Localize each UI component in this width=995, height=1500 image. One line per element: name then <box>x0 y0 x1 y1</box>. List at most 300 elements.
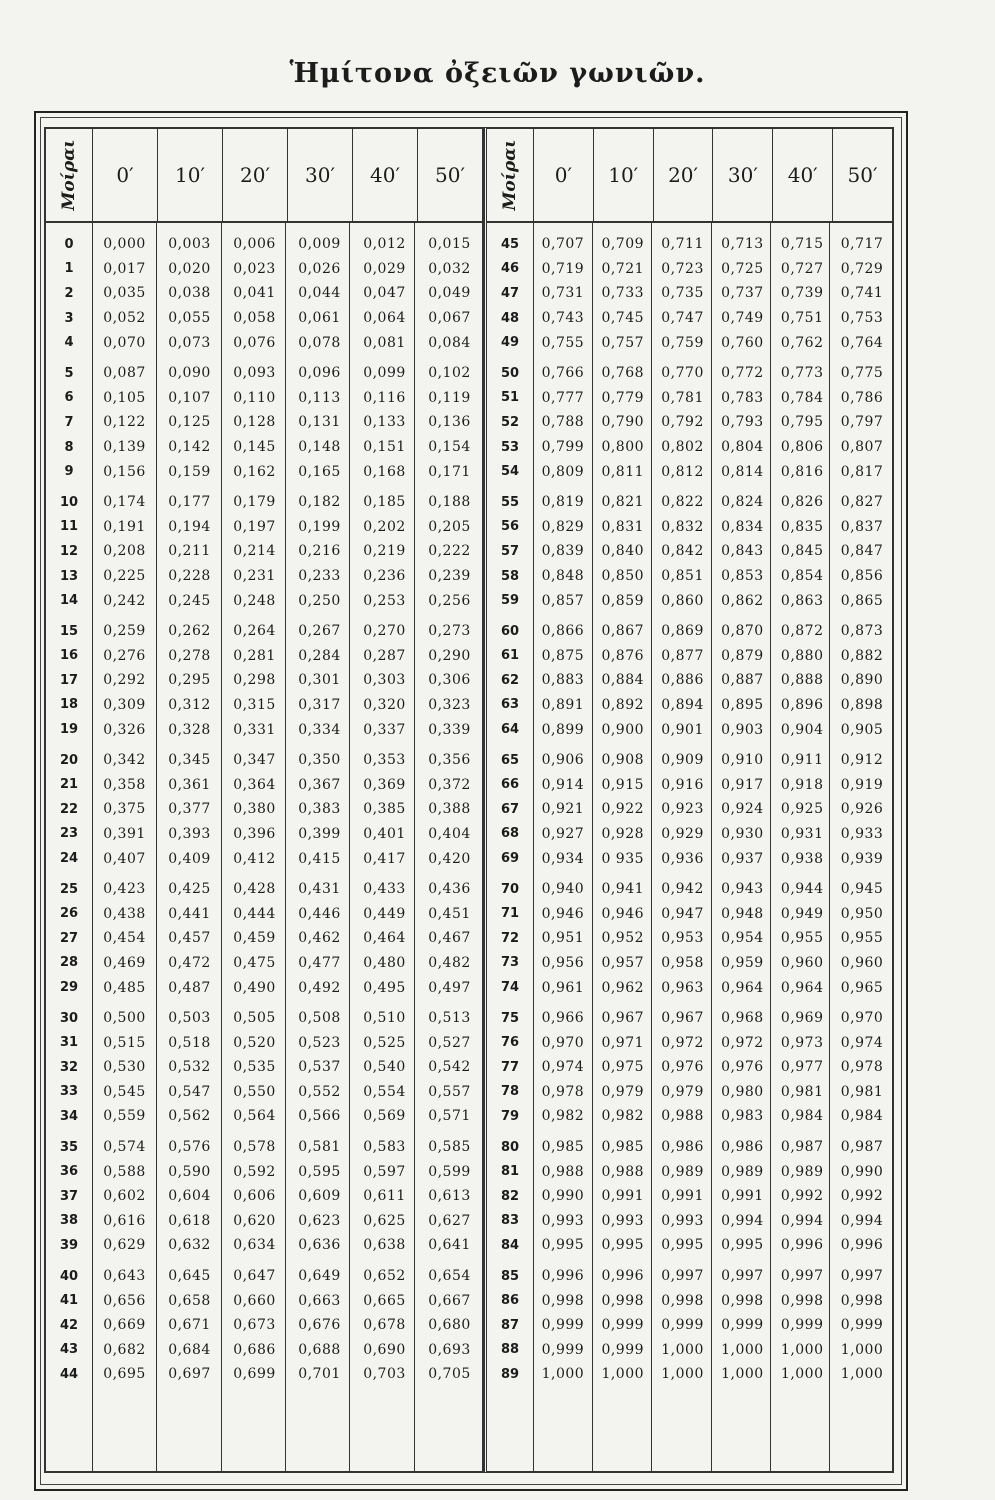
column-rule <box>92 221 93 1471</box>
sine-value-cell: 0,000 <box>103 236 146 253</box>
table-row <box>46 644 482 669</box>
sine-value-cell: 0,433 <box>363 881 406 898</box>
sine-value-cell: 0,231 <box>233 568 276 585</box>
table-row <box>487 386 892 411</box>
degree-cell: 39 <box>59 1237 79 1253</box>
degree-cell: 49 <box>500 335 520 351</box>
sine-value-cell: 0,446 <box>298 905 341 922</box>
sine-value-cell: 0,937 <box>721 850 764 867</box>
table-row <box>487 901 892 926</box>
sine-value-cell: 0,347 <box>233 752 276 769</box>
sine-value-cell: 0,903 <box>721 721 764 738</box>
table-row <box>487 1135 892 1160</box>
column-rule <box>592 221 593 1471</box>
sine-value-cell: 0,259 <box>103 623 146 640</box>
sine-value-cell: 0,012 <box>363 236 406 253</box>
table-row <box>46 1362 482 1387</box>
table-row <box>487 306 892 331</box>
sine-value-cell: 0,996 <box>601 1268 645 1285</box>
table-row <box>46 668 482 693</box>
degree-cell: 25 <box>59 881 79 897</box>
degree-cell: 89 <box>500 1366 520 1382</box>
sine-value-cell: 0,737 <box>721 285 764 302</box>
sine-value-cell: 0,993 <box>541 1212 585 1229</box>
row-group <box>46 877 482 1000</box>
sine-value-cell: 0,768 <box>601 365 645 382</box>
sine-value-cell: 0,047 <box>363 285 406 302</box>
sine-value-cell: 0,990 <box>541 1188 585 1205</box>
table-row <box>487 1030 892 1055</box>
sine-value-cell: 0,530 <box>103 1059 146 1076</box>
sine-value-cell: 0,867 <box>601 623 645 640</box>
degree-cell: 67 <box>500 801 520 817</box>
sine-value-cell: 0,055 <box>168 310 211 327</box>
sine-value-cell: 0,905 <box>840 721 884 738</box>
col-header-30: 30′ <box>713 129 773 221</box>
sine-value-cell: 0,690 <box>363 1341 406 1358</box>
sine-value-cell: 0,856 <box>840 568 884 585</box>
sine-value-cell: 0,497 <box>428 979 471 996</box>
sine-value-cell: 0,620 <box>233 1212 276 1229</box>
table-row <box>487 490 892 515</box>
sine-value-cell: 0,367 <box>298 776 341 793</box>
sine-value-cell: 0,625 <box>363 1212 406 1229</box>
degree-cell: 74 <box>500 980 520 996</box>
sine-value-cell: 0,391 <box>103 825 146 842</box>
sine-value-cell: 0,174 <box>103 494 146 511</box>
sine-value-cell: 0,306 <box>428 672 471 689</box>
sine-value-cell: 0,749 <box>721 310 764 327</box>
row-group <box>46 1006 482 1129</box>
sine-value-cell: 0,454 <box>103 930 146 947</box>
sine-value-cell: 0,896 <box>780 696 824 713</box>
degree-cell: 51 <box>500 390 520 406</box>
sine-value-cell: 0,364 <box>233 776 276 793</box>
degree-cell: 14 <box>59 593 79 609</box>
sine-value-cell: 0,981 <box>840 1083 884 1100</box>
sine-value-cell: 0,962 <box>601 979 645 996</box>
sine-value-cell: 0,550 <box>233 1083 276 1100</box>
sine-value-cell: 0,609 <box>298 1188 341 1205</box>
sine-value-cell: 0,873 <box>840 623 884 640</box>
sine-value-cell: 0,044 <box>298 285 341 302</box>
sine-value-cell: 0,084 <box>428 334 471 351</box>
sine-value-cell: 0,827 <box>840 494 884 511</box>
sine-value-cell: 0,020 <box>168 260 211 277</box>
degree-cell: 64 <box>500 722 520 738</box>
sine-value-cell: 0,884 <box>601 672 645 689</box>
sine-value-cell: 0,477 <box>298 954 341 971</box>
sine-value-cell: 0,156 <box>103 463 146 480</box>
row-group <box>487 1006 892 1129</box>
sine-value-cell: 0,993 <box>601 1212 645 1229</box>
sine-value-cell: 0,475 <box>233 954 276 971</box>
sine-value-cell: 0,423 <box>103 881 146 898</box>
degree-cell: 79 <box>500 1108 520 1124</box>
sine-value-cell: 0,487 <box>168 979 211 996</box>
sine-value-cell: 0,375 <box>103 801 146 818</box>
sine-value-cell: 0,982 <box>541 1108 585 1125</box>
sine-value-cell: 0,658 <box>168 1292 211 1309</box>
degree-cell: 5 <box>64 365 74 381</box>
sine-value-cell: 0,350 <box>298 752 341 769</box>
sine-value-cell: 0,645 <box>168 1268 211 1285</box>
column-rule <box>221 221 222 1471</box>
sine-value-cell: 0,735 <box>661 285 704 302</box>
degree-cell: 34 <box>59 1108 79 1124</box>
sine-value-cell: 0,165 <box>298 463 341 480</box>
sine-value-cell: 0,997 <box>780 1268 824 1285</box>
table-row <box>487 717 892 742</box>
sine-value-cell: 0,911 <box>780 752 824 769</box>
sine-value-cell: 0,377 <box>168 801 211 818</box>
sine-value-cell: 0,420 <box>428 850 471 867</box>
sine-value-cell: 0,998 <box>601 1292 645 1309</box>
sine-value-cell: 0,431 <box>298 881 341 898</box>
sine-value-cell: 0,627 <box>428 1212 471 1229</box>
degree-cell: 63 <box>500 697 520 713</box>
degree-cell: 41 <box>59 1293 79 1309</box>
sine-value-cell: 0,802 <box>661 439 704 456</box>
sine-value-cell: 0,819 <box>541 494 585 511</box>
degree-cell: 21 <box>59 777 79 793</box>
sine-value-cell: 0,451 <box>428 905 471 922</box>
sine-value-cell: 0,753 <box>840 310 884 327</box>
sine-value-cell: 0,515 <box>103 1034 146 1051</box>
table-row <box>46 846 482 871</box>
sine-value-cell: 0,995 <box>661 1237 704 1254</box>
sine-value-cell: 0,998 <box>780 1292 824 1309</box>
table-row <box>46 975 482 1000</box>
table-row <box>46 951 482 976</box>
col-header-30: 30′ <box>288 129 353 221</box>
sine-value-cell: 0,936 <box>661 850 704 867</box>
sine-value-cell: 0,966 <box>541 1010 585 1027</box>
sine-value-cell: 0,393 <box>168 825 211 842</box>
sine-value-cell: 0,214 <box>233 543 276 560</box>
sine-value-cell: 0,273 <box>428 623 471 640</box>
sine-value-cell: 0,383 <box>298 801 341 818</box>
sine-value-cell: 0,916 <box>661 776 704 793</box>
sine-value-cell: 0,999 <box>601 1317 645 1334</box>
column-rule <box>533 221 534 1471</box>
sine-value-cell: 0,880 <box>780 647 824 664</box>
sine-value-cell: 0,854 <box>780 568 824 585</box>
col-header-40: 40′ <box>353 129 418 221</box>
right-table <box>484 127 894 1473</box>
sine-value-cell: 0,267 <box>298 623 341 640</box>
sine-value-cell: 0,883 <box>541 672 585 689</box>
sine-value-cell: 0,979 <box>601 1083 645 1100</box>
row-group <box>487 1135 892 1258</box>
column-rule <box>414 221 415 1471</box>
sine-value-cell: 0,035 <box>103 285 146 302</box>
sine-value-cell: 0,182 <box>298 494 341 511</box>
sine-value-cell: 0,970 <box>840 1010 884 1027</box>
sine-value-cell: 0,866 <box>541 623 585 640</box>
sine-value-cell: 0,052 <box>103 310 146 327</box>
sine-value-cell: 0,848 <box>541 568 585 585</box>
sine-value-cell: 0,618 <box>168 1212 211 1229</box>
degree-cell: 26 <box>59 906 79 922</box>
table-row <box>487 1080 892 1105</box>
sine-value-cell: 0,588 <box>103 1163 146 1180</box>
sine-value-cell: 0,795 <box>780 414 824 431</box>
sine-value-cell: 0,113 <box>298 389 341 406</box>
degree-cell: 17 <box>59 672 79 688</box>
sine-value-cell: 0,845 <box>780 543 824 560</box>
sine-value-cell: 0,168 <box>363 463 406 480</box>
sine-value-cell: 0,862 <box>721 592 764 609</box>
sine-value-cell: 0,417 <box>363 850 406 867</box>
row-group <box>46 490 482 613</box>
sine-value-cell: 0,412 <box>233 850 276 867</box>
sine-value-cell: 0,786 <box>840 389 884 406</box>
sine-value-cell: 0,699 <box>233 1366 276 1383</box>
col-header-40: 40′ <box>773 129 833 221</box>
degree-cell: 78 <box>500 1084 520 1100</box>
sine-value-cell: 0,326 <box>103 721 146 738</box>
row-group <box>487 877 892 1000</box>
sine-value-cell: 0,914 <box>541 776 585 793</box>
sine-value-cell: 0,523 <box>298 1034 341 1051</box>
sine-value-cell: 0,834 <box>721 518 764 535</box>
table-row <box>487 1209 892 1234</box>
sine-value-cell: 0,927 <box>541 825 585 842</box>
sine-value-cell: 0,998 <box>721 1292 764 1309</box>
sine-value-cell: 0,921 <box>541 801 585 818</box>
sine-value-cell: 0,812 <box>661 463 704 480</box>
column-rule <box>349 221 350 1471</box>
table-row <box>487 975 892 1000</box>
sine-value-cell: 0,711 <box>661 236 704 253</box>
sine-value-cell: 0,997 <box>721 1268 764 1285</box>
col-header-10: 10′ <box>594 129 654 221</box>
sine-value-cell: 0,807 <box>840 439 884 456</box>
table-row <box>46 435 482 460</box>
degree-cell: 53 <box>500 439 520 455</box>
table-row <box>487 1159 892 1184</box>
degree-cell: 1 <box>64 261 74 277</box>
degree-cell: 77 <box>500 1059 520 1075</box>
sine-value-cell: 0,510 <box>363 1010 406 1027</box>
sine-value-cell: 0,811 <box>601 463 645 480</box>
sine-value-cell: 0,107 <box>168 389 211 406</box>
table-row <box>46 1264 482 1289</box>
table-row <box>46 459 482 484</box>
sine-value-cell: 0,569 <box>363 1108 406 1125</box>
sine-value-cell: 0,971 <box>601 1034 645 1051</box>
sine-value-cell: 0,015 <box>428 236 471 253</box>
sine-value-cell: 0,358 <box>103 776 146 793</box>
degree-cell: 70 <box>500 881 520 897</box>
sine-value-cell: 0,301 <box>298 672 341 689</box>
sine-value-cell: 0,199 <box>298 518 341 535</box>
sine-value-cell: 0,574 <box>103 1139 146 1156</box>
sine-value-cell: 0,058 <box>233 310 276 327</box>
degree-cell: 61 <box>500 648 520 664</box>
degree-cell: 58 <box>500 568 520 584</box>
table-row <box>46 1313 482 1338</box>
table-row <box>46 306 482 331</box>
sine-value-cell: 0,216 <box>298 543 341 560</box>
sine-value-cell: 0,490 <box>233 979 276 996</box>
sine-value-cell: 0,943 <box>721 881 764 898</box>
sine-value-cell: 0,964 <box>721 979 764 996</box>
sine-value-cell: 0,652 <box>363 1268 406 1285</box>
sine-value-cell: 0,236 <box>363 568 406 585</box>
sine-value-cell: 0,954 <box>721 930 764 947</box>
left-table <box>44 127 484 1473</box>
sine-value-cell: 0,611 <box>363 1188 406 1205</box>
degree-cell: 46 <box>500 261 520 277</box>
sine-value-cell: 0,356 <box>428 752 471 769</box>
sine-value-cell: 0,876 <box>601 647 645 664</box>
sine-value-cell: 0,826 <box>780 494 824 511</box>
sine-value-cell: 0,960 <box>840 954 884 971</box>
sine-value-cell: 0,709 <box>601 236 645 253</box>
sine-value-cell: 0,790 <box>601 414 645 431</box>
sine-value-cell: 0,879 <box>721 647 764 664</box>
sine-value-cell: 0,099 <box>363 365 406 382</box>
sine-value-cell: 0,713 <box>721 236 764 253</box>
sine-value-cell: 0,038 <box>168 285 211 302</box>
sine-value-cell: 0,899 <box>541 721 585 738</box>
sine-value-cell: 0,436 <box>428 881 471 898</box>
sine-value-cell: 1,000 <box>661 1341 704 1358</box>
sine-value-cell: 0,908 <box>601 752 645 769</box>
table-row <box>487 1233 892 1258</box>
sine-value-cell: 0,955 <box>840 930 884 947</box>
degree-cell: 27 <box>59 930 79 946</box>
table-row <box>46 1006 482 1031</box>
sine-value-cell: 0,925 <box>780 801 824 818</box>
sine-value-cell: 0,315 <box>233 696 276 713</box>
sine-value-cell: 0,208 <box>103 543 146 560</box>
sine-value-cell: 0,965 <box>840 979 884 996</box>
sine-value-cell: 0,142 <box>168 439 211 456</box>
table-row <box>487 232 892 257</box>
sine-value-cell: 0,973 <box>780 1034 824 1051</box>
sine-value-cell: 0,562 <box>168 1108 211 1125</box>
sine-value-cell: 0,772 <box>721 365 764 382</box>
degree-cell: 4 <box>64 335 74 351</box>
degree-cell: 86 <box>500 1293 520 1309</box>
sine-value-cell: 0,096 <box>298 365 341 382</box>
sine-value-cell: 0,656 <box>103 1292 146 1309</box>
sine-value-cell: 0,853 <box>721 568 764 585</box>
sine-value-cell: 0,814 <box>721 463 764 480</box>
sine-value-cell: 0,859 <box>601 592 645 609</box>
table-row <box>487 539 892 564</box>
table-row <box>487 668 892 693</box>
col-header-0: 0′ <box>93 129 158 221</box>
sine-value-cell: 0,616 <box>103 1212 146 1229</box>
sine-value-cell: 0,976 <box>661 1059 704 1076</box>
sine-value-cell: 0,997 <box>840 1268 884 1285</box>
sine-value-cell: 0,590 <box>168 1163 211 1180</box>
table-row <box>487 459 892 484</box>
sine-value-cell: 0,385 <box>363 801 406 818</box>
sine-value-cell: 0,606 <box>233 1188 276 1205</box>
sine-value-cell: 0,482 <box>428 954 471 971</box>
sine-value-cell: 0,975 <box>601 1059 645 1076</box>
table-row <box>46 1338 482 1363</box>
table-row <box>46 515 482 540</box>
sine-value-cell: 0,991 <box>721 1188 764 1205</box>
sine-value-cell: 0,233 <box>298 568 341 585</box>
sine-value-cell: 0,843 <box>721 543 764 560</box>
sine-value-cell: 0,939 <box>840 850 884 867</box>
sine-value-cell: 0,638 <box>363 1237 406 1254</box>
sine-value-cell: 0,248 <box>233 592 276 609</box>
sine-value-cell: 0,148 <box>298 439 341 456</box>
row-group <box>46 232 482 355</box>
col-header-0: 0′ <box>534 129 594 221</box>
table-row <box>487 410 892 435</box>
sine-value-cell: 0,998 <box>541 1292 585 1309</box>
sine-value-cell: 0,407 <box>103 850 146 867</box>
sine-value-cell: 0,729 <box>840 260 884 277</box>
degree-label: Μοίραι <box>59 139 79 211</box>
sine-value-cell: 0,931 <box>780 825 824 842</box>
degree-cell: 75 <box>500 1010 520 1026</box>
sine-value-cell: 0,602 <box>103 1188 146 1205</box>
sine-value-cell: 0,904 <box>780 721 824 738</box>
sine-value-cell: 0,986 <box>661 1139 704 1156</box>
table-row <box>487 1338 892 1363</box>
sine-value-cell: 0,894 <box>661 696 704 713</box>
sine-value-cell: 0,999 <box>840 1317 884 1334</box>
degree-cell: 19 <box>59 722 79 738</box>
sine-value-cell: 0,425 <box>168 881 211 898</box>
sine-value-cell: 0,064 <box>363 310 406 327</box>
column-rule <box>829 221 830 1471</box>
left-table-body <box>46 232 482 1393</box>
sine-value-cell: 0,061 <box>298 310 341 327</box>
sine-value-cell: 0,449 <box>363 905 406 922</box>
sine-value-cell: 0,974 <box>840 1034 884 1051</box>
sine-value-cell: 0,926 <box>840 801 884 818</box>
sine-value-cell: 0,597 <box>363 1163 406 1180</box>
sine-value-cell: 0,276 <box>103 647 146 664</box>
sine-value-cell: 0,585 <box>428 1139 471 1156</box>
degree-cell: 82 <box>500 1188 520 1204</box>
degree-cell: 52 <box>500 414 520 430</box>
table-row <box>46 619 482 644</box>
sine-value-cell: 0,250 <box>298 592 341 609</box>
sine-value-cell: 0,211 <box>168 543 211 560</box>
degree-cell: 22 <box>59 801 79 817</box>
sine-value-cell: 0,298 <box>233 672 276 689</box>
sine-value-cell: 0,361 <box>168 776 211 793</box>
sine-value-cell: 1,000 <box>661 1366 704 1383</box>
sine-value-cell: 0,599 <box>428 1163 471 1180</box>
sine-value-cell: 0,890 <box>840 672 884 689</box>
table-row <box>46 1055 482 1080</box>
degree-cell: 56 <box>500 519 520 535</box>
sine-value-cell: 0,581 <box>298 1139 341 1156</box>
sine-value-cell: 0,751 <box>780 310 824 327</box>
sine-value-cell: 0,342 <box>103 752 146 769</box>
sine-value-cell: 0,967 <box>601 1010 645 1027</box>
table-row <box>46 361 482 386</box>
sine-value-cell: 0,643 <box>103 1268 146 1285</box>
sine-value-cell: 1,000 <box>721 1366 764 1383</box>
degree-cell: 6 <box>64 390 74 406</box>
sine-value-cell: 0,604 <box>168 1188 211 1205</box>
sine-value-cell: 0,999 <box>721 1317 764 1334</box>
